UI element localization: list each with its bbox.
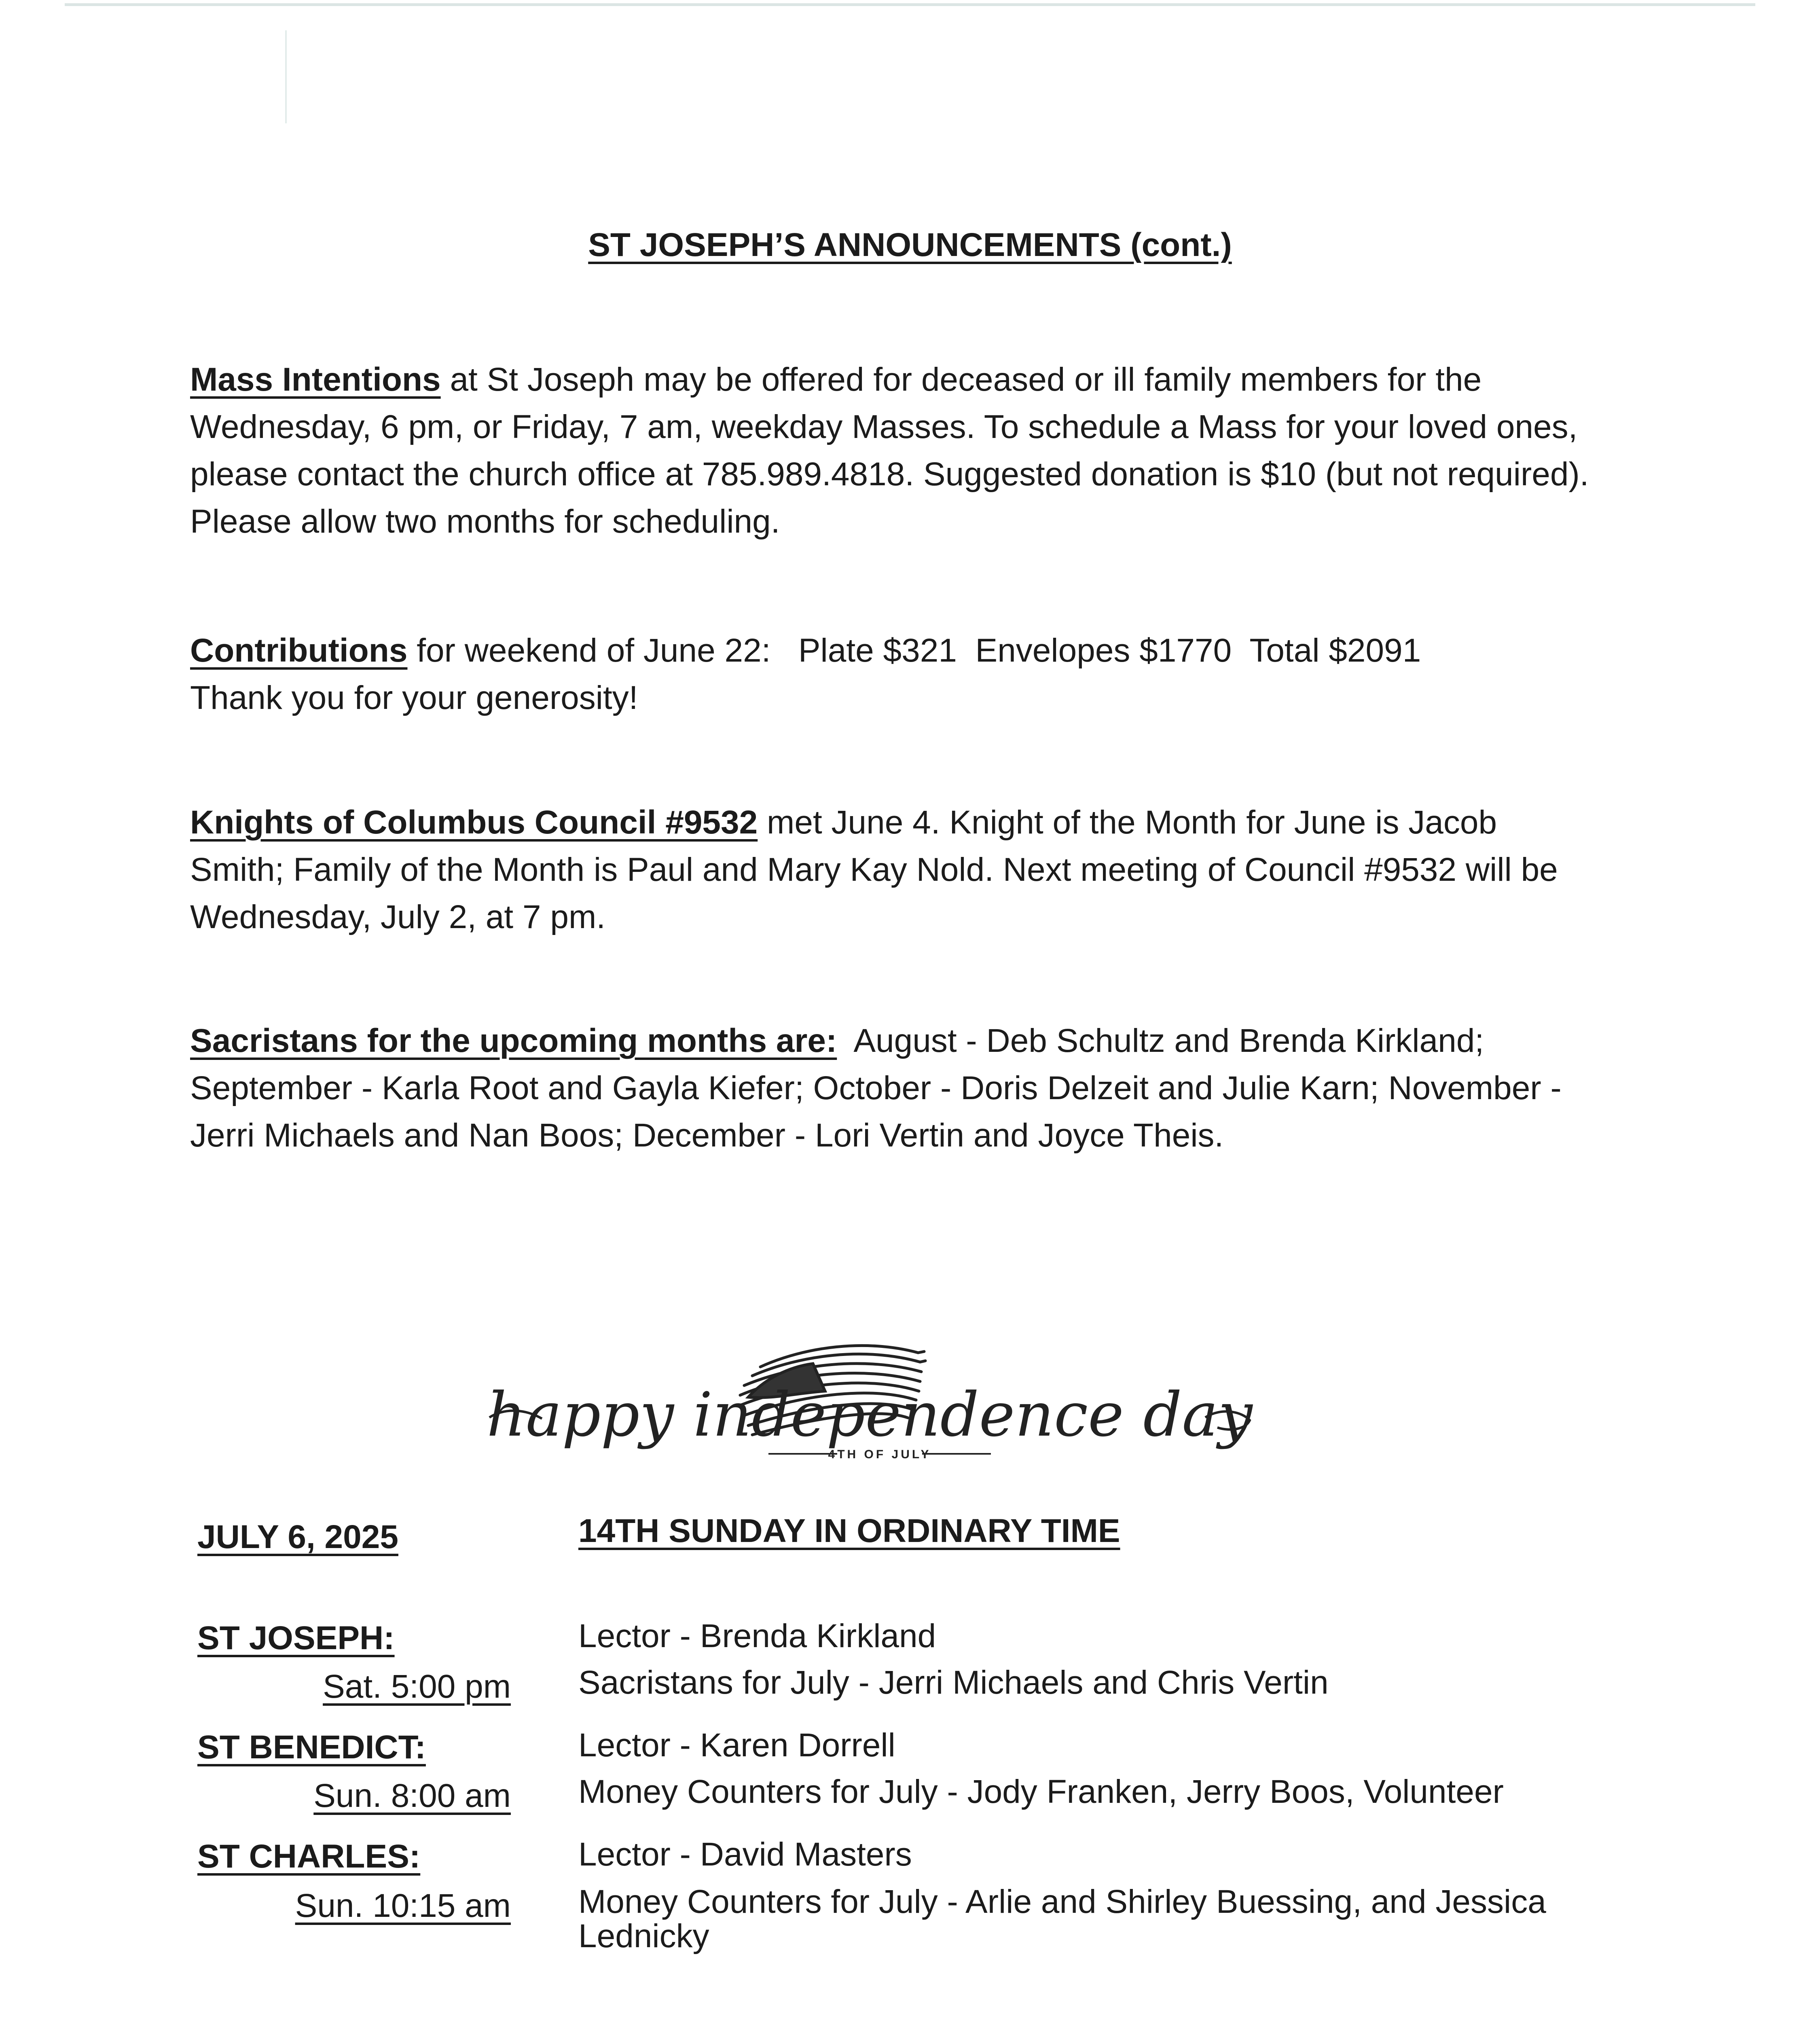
- contributions-paragraph: [190, 627, 1594, 721]
- st-benedict-money-counters: Money Counters for July - Jody Franken, Jerry Boos, Volunteer: [578, 1773, 1504, 1810]
- church-name-st-joseph: ST JOSEPH:: [197, 1620, 395, 1656]
- schedule-date: JULY 6, 2025: [197, 1519, 398, 1555]
- st-benedict-mass-time: Sun. 8:00 am: [313, 1777, 511, 1814]
- st-joseph-mass-time: Sat. 5:00 pm: [323, 1668, 511, 1705]
- page-title: ST JOSEPH’S ANNOUNCEMENTS (cont.): [588, 226, 1232, 263]
- knights-paragraph: [190, 799, 1594, 941]
- st-charles-lector: Lector - David Masters: [578, 1836, 912, 1873]
- knights-label: Knights of Columbus Council #9532: [190, 804, 758, 841]
- st-joseph-sacristans: Sacristans for July - Jerri Michaels and Chris Vertin: [578, 1664, 1329, 1701]
- church-name-st-benedict: ST BENEDICT:: [197, 1729, 426, 1766]
- graphic-script-text: happy independence day: [487, 1380, 1253, 1450]
- st-charles-mass-time: Sun. 10:15 am: [295, 1887, 511, 1924]
- st-charles-money-counters: Money Counters for July - Arlie and Shirley Buessing, and Jessica Lednicky: [578, 1883, 1546, 1954]
- independence-day-graphic: [481, 1314, 1266, 1484]
- scan-edge-line: [65, 3, 1755, 6]
- contributions-amounts: for weekend of June 22: Plate $321 Envelopes $1770 Total $2091: [407, 632, 1421, 669]
- sacristans-text: August - Deb Schultz and Brenda Kirkland; September - Karla Root and Gayla Kiefer; October - Doris Delzeit and Julie Karn; November - Jerri Michaels and Nan Boos; December - Lori Vertin and Joyce Theis.: [190, 1022, 1571, 1154]
- mass-intentions-paragraph: [190, 356, 1594, 545]
- mass-intentions-text: at St Joseph may be offered for deceased or ill family members for the Wednesday, 6 pm, or Friday, 7 am, weekday Masses. To schedule a Mass for your loved ones, please contact the church office at 785.989.4818. Suggested donation is $10 (but not required). Please allow two months for scheduling.: [190, 361, 1589, 540]
- scan-mark: [285, 30, 287, 123]
- schedule-occasion: 14TH SUNDAY IN ORDINARY TIME: [578, 1512, 1120, 1549]
- church-name-st-charles: ST CHARLES:: [197, 1838, 421, 1875]
- sacristans-label: Sacristans for the upcoming months are:: [190, 1022, 837, 1059]
- st-benedict-lector: Lector - Karen Dorrell: [578, 1727, 895, 1764]
- mass-intentions-label: Mass Intentions: [190, 361, 441, 398]
- graphic-subtext: 4TH OF JULY: [828, 1448, 931, 1461]
- knights-text: met June 4. Knight of the Month for June is Jacob Smith; Family of the Month is Paul and Mary Kay Nold. Next meeting of Council #9532 will be Wednesday, July 2, at 7 pm.: [190, 804, 1558, 935]
- st-joseph-lector: Lector - Brenda Kirkland: [578, 1618, 936, 1654]
- sacristans-paragraph: [190, 1017, 1594, 1159]
- contributions-thanks: Thank you for your generosity!: [190, 679, 638, 716]
- contributions-label: Contributions: [190, 632, 408, 669]
